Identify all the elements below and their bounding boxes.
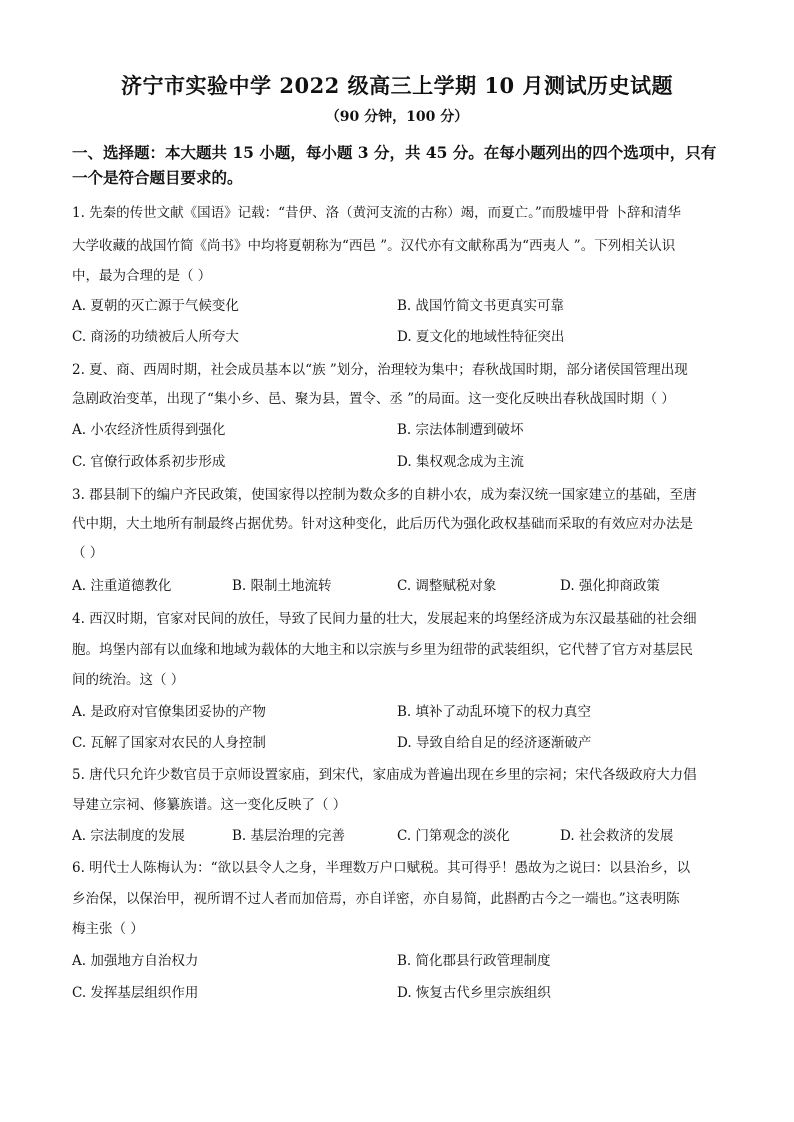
q6-option-b: B. 简化郡县行政管理制度 (397, 953, 551, 969)
q2-option-a: A. 小农经济性质得到强化 (72, 422, 226, 438)
q5-stem-line-2: 导建立宗祠、修纂族谱。这一变化反映了（ ） (72, 797, 347, 813)
q4-stem-line-1: 4. 西汉时期，官家对民间的放任，导致了民间力量的壮大，发展起来的坞堡经济成为东汉最基础的社会细 (72, 611, 697, 627)
page-subtitle: （90 分钟，100 分） (325, 109, 469, 125)
q4-stem-line-2: 胞。坞堡内部有以血缘和地域为载体的大地主和以宗族与乡里为纽带的武装组织，它代替了官方对基层民 (72, 642, 693, 658)
q1-option-a: A. 夏朝的灭亡源于气候变化 (72, 298, 239, 314)
q2-option-b: B. 宗法体制遭到破坏 (397, 422, 524, 438)
q6-stem-line-2: 乡治保，以保治甲，视所谓不过人者而加倍焉，亦自详密，亦自易简，此斟酌古今之一端也。”这表明陈 (72, 891, 680, 907)
q3-stem-line-3: （ ） (72, 545, 104, 561)
q3-option-a: A. 注重道德教化 (72, 578, 172, 594)
section-heading (72, 140, 732, 190)
q2-stem-line-1: 2. 夏、商、西周时期，社会成员基本以“族 ”划分，治理较为集中；春秋战国时期，部分诸侯国管理出现 (72, 362, 688, 378)
q4-option-c: C. 瓦解了国家对农民的人身控制 (72, 735, 266, 751)
q5-option-b: B. 基层治理的完善 (232, 828, 346, 844)
section-heading-line-1: 一、选择题：本大题共 15 小题，每小题 3 分，共 45 分。在每小题列出的四个选项中，只有 (72, 143, 717, 162)
q6-stem-line-1: 6. 明代士人陈梅认为：“欲以县令人之身，半理数万户口赋税。其可得乎！愚故为之说曰：以县治乡，以 (72, 860, 691, 876)
section-heading-line-2: 一个是符合题目要求的。 (72, 168, 243, 187)
q1-stem-line-1: 1. 先秦的传世文献《国语》记载：“昔伊、洛（黄河支流的古称）竭，而夏亡。”而殷墟甲骨 卜辞和清华 (72, 205, 682, 221)
q5-option-a: A. 宗法制度的发展 (72, 828, 185, 844)
q1-stem-line-2: 大学收藏的战国竹简《尚书》中均将夏朝称为“西邑 ”。汉代亦有文献称禹为“西夷人 ”。下列相关认识 (72, 238, 676, 254)
q4-stem-line-3: 间的统治。这（ ） (72, 672, 185, 688)
q2-option-c: C. 官僚行政体系初步形成 (72, 454, 226, 470)
q3-option-c: C. 调整赋税对象 (397, 578, 497, 594)
q4-option-a: A. 是政府对官僚集团妥协的产物 (72, 704, 266, 720)
q6-stem-line-3: 梅主张（ ） (72, 921, 144, 937)
q5-option-c: C. 门第观念的淡化 (397, 828, 510, 844)
q6-option-c: C. 发挥基层组织作用 (72, 985, 199, 1001)
q1-option-b: B. 战国竹简文书更真实可靠 (397, 298, 565, 314)
q2-stem-line-2: 急剧政治变革，出现了“集小乡、邑、聚为县，置令、丞 ”的局面。这一变化反映出春秋战国时期（ ） (72, 391, 675, 407)
q1-option-d: D. 夏文化的地域性特征突出 (397, 329, 565, 345)
q3-option-d: D. 强化抑商政策 (560, 578, 660, 594)
q2-option-d: D. 集权观念成为主流 (397, 454, 524, 470)
page-title: 济宁市实验中学 2022 级高三上学期 10 月测试历史试题 (121, 73, 673, 98)
q3-stem-line-1: 3. 郡县制下的编户齐民政策，使国家得以控制为数众多的自耕小农，成为秦汉统一国家建立的基础，至唐 (72, 487, 697, 503)
q4-option-b: B. 填补了动乱环境下的权力真空 (397, 704, 592, 720)
q1-option-c: C. 商汤的功绩被后人所夸大 (72, 329, 239, 345)
q6-option-a: A. 加强地方自治权力 (72, 953, 199, 969)
q5-stem-line-1: 5. 唐代只允许少数官员于京师设置家庙，到宋代，家庙成为普遍出现在乡里的宗祠；宋代各级政府大力倡 (72, 767, 697, 783)
q6-option-d: D. 恢复古代乡里宗族组织 (397, 985, 551, 1001)
q3-option-b: B. 限制土地流转 (232, 578, 332, 594)
q5-option-d: D. 社会救济的发展 (560, 828, 674, 844)
q3-stem-line-2: 代中期，大土地所有制最终占据优势。针对这种变化，此后历代为强化政权基础而采取的有效应对办法是 (72, 516, 693, 532)
q1-stem-line-3: 中，最为合理的是（ ） (72, 268, 212, 284)
q4-option-d: D. 导致自给自足的经济逐渐破产 (397, 735, 592, 751)
